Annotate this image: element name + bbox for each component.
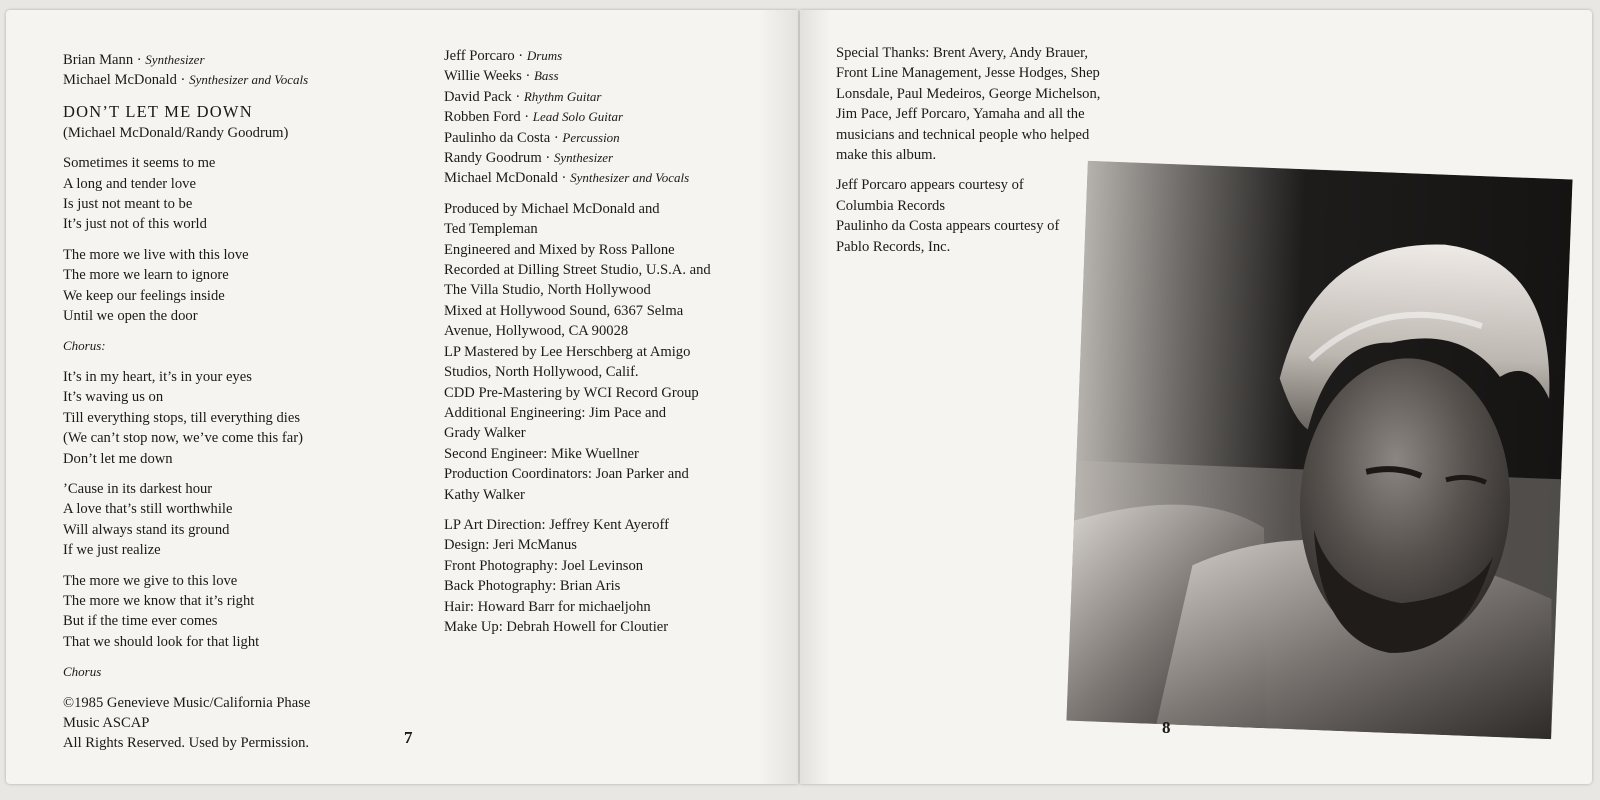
copyright-line: All Rights Reserved. Used by Permission. <box>63 735 310 752</box>
art-line: Design: Jeri McManus <box>444 537 577 554</box>
lyric-line: It’s just not of this world <box>63 216 207 233</box>
production-line: Grady Walker <box>444 425 526 442</box>
lyric-line: The more we give to this love <box>63 572 238 589</box>
portrait-illustration <box>1066 161 1572 739</box>
lyric-line: Is just not meant to be <box>63 196 193 213</box>
art-line: Back Photography: Brian Aris <box>444 578 621 595</box>
art-line: Hair: Howard Barr for michaeljohn <box>444 598 651 615</box>
production-line: Studios, North Hollywood, Calif. <box>444 364 639 381</box>
lyric-line: It’s waving us on <box>63 389 164 406</box>
lyric-line: A long and tender love <box>63 175 196 192</box>
thanks-line: make this album. <box>836 147 937 164</box>
lyric-line: ’Cause in its darkest hour <box>63 480 213 497</box>
lyric-line: Until we open the door <box>63 308 198 325</box>
special-thanks <box>836 43 1166 165</box>
art-line: Front Photography: Joel Levinson <box>444 557 644 574</box>
lyric-line: The more we know that it’s right <box>63 592 255 609</box>
credit-line: Brian Mann · Synthesizer <box>63 52 205 68</box>
copyright-line: Music ASCAP <box>63 714 150 731</box>
production-line: Engineered and Mixed by Ross Pallone <box>444 241 675 258</box>
verse-3 <box>63 479 383 561</box>
production-line: Second Engineer: Mike Wuellner <box>444 445 639 462</box>
lyric-line: That we should look for that light <box>63 633 260 650</box>
lyric-line: The more we live with this love <box>63 246 249 263</box>
production-line: LP Mastered by Lee Herschberg at Amigo <box>444 343 691 360</box>
verse-4 <box>63 571 383 653</box>
lyric-line: Sometimes it seems to me <box>63 155 216 172</box>
lyric-line: We keep our feelings inside <box>63 287 225 304</box>
page-number: 8 <box>1162 718 1171 737</box>
thanks-line: Front Line Management, Jesse Hodges, Shep <box>836 65 1100 82</box>
thanks-line: Jim Pace, Jeff Porcaro, Yamaha and all the <box>836 106 1085 123</box>
credit-line: Michael McDonald · Synthesizer and Vocals <box>63 72 309 89</box>
production-credits <box>444 199 774 505</box>
lyric-line: The more we learn to ignore <box>63 267 229 284</box>
lyric-line: Don’t let me down <box>63 450 173 467</box>
left-booklet-page <box>6 10 798 784</box>
song-title: DON’T LET ME DOWN <box>63 101 253 121</box>
art-credits <box>444 515 774 637</box>
courtesy-line: Pablo Records, Inc. <box>836 238 951 255</box>
musician-credit: Michael McDonald · Synthesizer and Vocals <box>444 170 690 187</box>
songwriters: (Michael McDonald/Randy Goodrum) <box>63 124 289 141</box>
lyric-line: A love that’s still worthwhile <box>63 501 233 518</box>
musician-list <box>444 46 774 189</box>
lyric-line: (We can’t stop now, we’ve come this far) <box>63 430 303 447</box>
thanks-line: Lonsdale, Paul Medeiros, George Michelson, <box>836 85 1101 102</box>
production-line: CDD Pre-Mastering by WCI Record Group <box>444 384 699 401</box>
art-line: LP Art Direction: Jeffrey Kent Ayeroff <box>444 516 669 533</box>
lyrics-column <box>63 50 383 754</box>
courtesy-line: Paulinho da Costa appears courtesy of <box>836 218 1060 235</box>
musician-credit: Jeff Porcaro · Drums <box>444 48 563 64</box>
lyric-line: Till everything stops, till everything dies <box>63 409 301 426</box>
chorus-label: Chorus <box>63 664 102 680</box>
courtesy-line: Jeff Porcaro appears courtesy of <box>836 177 1024 194</box>
verse-1 <box>63 153 383 235</box>
chorus <box>63 367 383 469</box>
musician-credit: Robben Ford · Lead Solo Guitar <box>444 109 624 126</box>
copyright-notice <box>63 693 383 754</box>
chorus-label: Chorus: <box>63 338 106 354</box>
production-line: Avenue, Hollywood, CA 90028 <box>444 323 629 340</box>
musician-credit: Randy Goodrum · Synthesizer <box>444 150 614 167</box>
thanks-line: Special Thanks: Brent Avery, Andy Brauer, <box>836 45 1089 61</box>
lyric-line: But if the time ever comes <box>63 613 218 630</box>
credits-column <box>444 46 774 637</box>
production-line: The Villa Studio, North Hollywood <box>444 282 651 299</box>
production-line: Produced by Michael McDonald and <box>444 200 660 217</box>
verse-2 <box>63 245 383 327</box>
spine-shadow <box>800 10 830 784</box>
art-line: Make Up: Debrah Howell for Cloutier <box>444 618 669 635</box>
copyright-line: ©1985 Genevieve Music/California Phase <box>63 694 311 711</box>
musician-credit: Willie Weeks · Bass <box>444 68 559 85</box>
page-number: 7 <box>404 728 413 747</box>
production-line: Recorded at Dilling Street Studio, U.S.A. and <box>444 262 711 279</box>
production-line: Production Coordinators: Joan Parker and <box>444 466 689 483</box>
lyric-line: It’s in my heart, it’s in your eyes <box>63 368 252 385</box>
courtesy-line: Columbia Records <box>836 197 946 214</box>
production-line: Ted Templeman <box>444 221 538 238</box>
portrait-photo <box>1066 161 1572 739</box>
production-line: Mixed at Hollywood Sound, 6367 Selma <box>444 302 684 319</box>
production-line: Additional Engineering: Jim Pace and <box>444 404 667 421</box>
thanks-line: musicians and technical people who helped <box>836 126 1090 143</box>
musician-credit: Paulinho da Costa · Percussion <box>444 129 620 146</box>
lyric-line: If we just realize <box>63 542 161 559</box>
musician-credit: David Pack · Rhythm Guitar <box>444 88 602 105</box>
lyric-line: Will always stand its ground <box>63 521 230 538</box>
right-booklet-page <box>800 10 1592 784</box>
production-line: Kathy Walker <box>444 486 525 503</box>
